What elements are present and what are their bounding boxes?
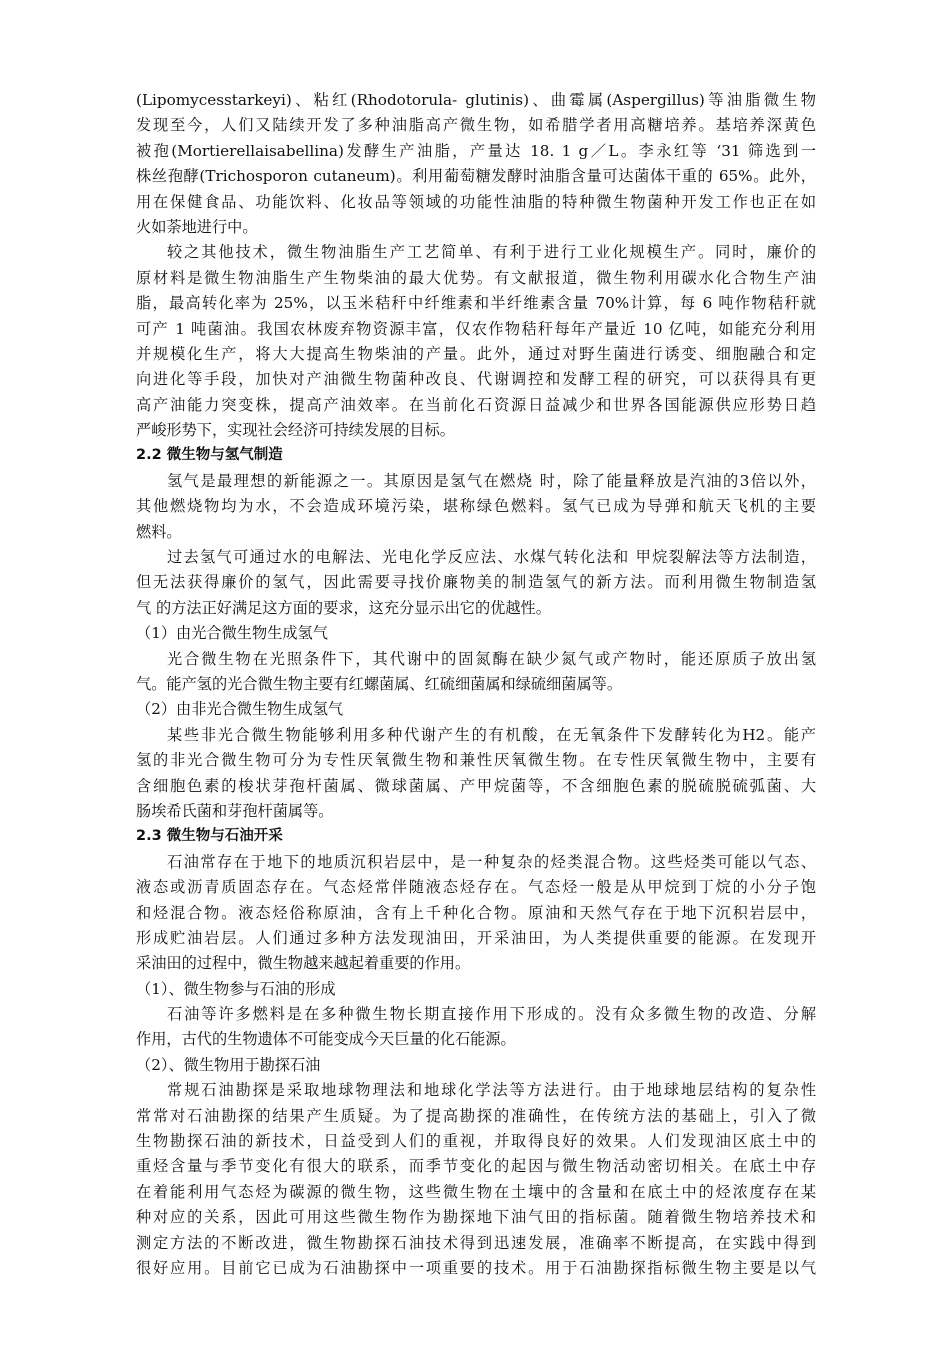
text-line: 氢气是最理想的新能源之一。其原因是氢气在燃烧 时，除了能量释放是汽油的3倍以外， <box>167 471 816 490</box>
text-line: 某些非光合微生物能够利用多种代谢产生的有机酸，在无氧条件下发酵转化为H2。能产 <box>167 725 816 744</box>
subsection-heading: （2）、微生物用于勘探石油 <box>136 1055 321 1074</box>
paragraph <box>136 647 816 698</box>
text-line: 生物勘探石油的新技术，日益受到人们的重视，并取得良好的效果。人们发现油区底土中的 <box>136 1132 816 1151</box>
text-line: 种对应的关系，因此可用这些微生物作为勘探地下油气田的指标菌。随着微生物培养技术和 <box>136 1208 816 1227</box>
paragraph <box>136 1002 816 1053</box>
text-line: 高产油能力突变株，提高产油效率。在当前化石资源日益减少和世界各国能源供应形势日趋 <box>136 395 816 414</box>
text-line: (Lipomycesstarkeyi)、粘红(Rhodotorula- glutinis)、曲霉属(Aspergillus)等油脂微生物 <box>136 91 816 109</box>
text-line: 较之其他技术，微生物油脂生产工艺简单、有利于进行工业化规模生产。同时，廉价的 <box>167 243 816 262</box>
text-line: 气 的方法正好满足这方面的要求，这充分显示出它的优越性。 <box>136 598 551 617</box>
section-heading: 2.2 微生物与氢气制造 <box>136 447 283 464</box>
paragraph <box>136 1078 816 1281</box>
text-line: 形成贮油岩层。人们通过多种方法发现油田，开采油田，为人类提供重要的能源。在发现开 <box>136 928 816 947</box>
text-line: 火如荼地进行中。 <box>136 217 258 236</box>
paragraph <box>136 240 816 443</box>
text-line: 发现至今，人们又陆续开发了多种油脂高产微生物，如希腊学者用高糖培养。基培养深黄色 <box>136 116 816 135</box>
paragraph <box>136 88 816 240</box>
text-line: 并规模化生产，将大大提高生物柴油的产量。此外，通过对野生菌进行诱变、细胞融合和定 <box>136 344 816 363</box>
subsection-heading: （1）、微生物参与石油的形成 <box>136 979 336 998</box>
text-line: 但无法获得廉价的氢气，因此需要寻找价廉物美的制造氢气的新方法。而利用微生物制造氢 <box>136 573 816 592</box>
text-line: 脂，最高转化率为 25%，以玉米秸秆中纤维素和半纤维素含量 70%计算，每 6 吨作物秸秆就 <box>136 294 816 313</box>
text-line: 过去氢气可通过水的电解法、光电化学反应法、水煤气转化法和 甲烷裂解法等方法制造， <box>167 548 816 567</box>
text-line: 用在保健食品、功能饮料、化妆品等领域的功能性油脂的特种微生物菌种开发工作也正在如 <box>136 192 816 211</box>
text-line: 作用，古代的生物遗体不可能变成今天巨量的化石能源。 <box>136 1030 516 1049</box>
text-line: 石油常存在于地下的地质沉积岩层中，是一种复杂的烃类混合物。这些烃类可能以气态、 <box>167 852 816 871</box>
subsection-heading: （1）由光合微生物生成氢气 <box>136 624 328 643</box>
text-line: 其他燃烧物均为水，不会造成环境污染，堪称绿色燃料。氢气已成为导弹和航天飞机的主要 <box>136 497 816 516</box>
text-line: 株丝孢酵(Trichosporon cutaneum)。利用葡萄糖发酵时油脂含量可达菌体干重的 65%。此外， <box>136 167 816 186</box>
paragraph <box>136 850 816 977</box>
text-line: 肠埃希氏菌和芽孢杆菌属等。 <box>136 801 334 820</box>
document-page <box>136 88 816 1281</box>
text-line: 含细胞色素的梭状芽孢杆菌属、微球菌属、产甲烷菌等，不含细胞色素的脱硫脱硫弧菌、大 <box>136 776 816 795</box>
text-line: 测定方法的不断改进，微生物勘探石油技术得到迅速发展，准确率不断提高，在实践中得到 <box>136 1233 816 1252</box>
text-line: 在着能利用气态烃为碳源的微生物，这些微生物在土壤中的含量和在底土中的烃浓度存在某 <box>136 1182 816 1201</box>
text-line: 常常对石油勘探的结果产生质疑。为了提高勘探的准确性，在传统方法的基础上，引入了微 <box>136 1106 816 1125</box>
text-line: 被孢(Mortierellaisabellina)发酵生产油脂，产量达 18. 1 g／L。李永红等 ‘31 筛选到一 <box>136 141 816 160</box>
text-line: 重烃含量与季节变化有很大的联系，而季节变化的起因与微生物活动密切相关。在底土中存 <box>136 1157 816 1176</box>
text-line: 严峻形势下，实现社会经济可持续发展的目标。 <box>136 421 455 440</box>
paragraph <box>136 723 816 825</box>
text-line: 很好应用。目前它已成为石油勘探中一项重要的技术。用于石油勘探指标微生物主要是以气 <box>136 1258 816 1277</box>
section-heading: 2.3 微生物与石油开采 <box>136 828 283 845</box>
text-line: 向进化等手段，加快对产油微生物菌种改良、代谢调控和发酵工程的研究，可以获得具有更 <box>136 370 816 389</box>
text-line: 液态或沥青质固态存在。气态烃常伴随液态烃存在。气态烃一般是从甲烷到丁烷的小分子饱 <box>136 878 816 897</box>
subsection-heading: （2）由非光合微生物生成氢气 <box>136 700 344 719</box>
text-line: 燃料。 <box>136 522 182 541</box>
text-line: 原材料是微生物油脂生产生物柴油的最大优势。有文献报道，微生物利用碳水化合物生产油 <box>136 268 816 287</box>
paragraph <box>136 469 816 545</box>
text-line: 采油田的过程中，微生物越来越起着重要的作用。 <box>136 954 471 973</box>
text-line: 常规石油勘探是采取地球物理法和地球化学法等方法进行。由于地球地层结构的复杂性 <box>167 1081 816 1100</box>
text-line: 气。能产氢的光合微生物主要有红螺菌属、红硫细菌属和绿硫细菌属等。 <box>136 674 622 693</box>
text-line: 氢的非光合微生物可分为专性厌氧微生物和兼性厌氧微生物。在专性厌氧微生物中，主要有 <box>136 751 816 770</box>
text-line: 和烃混合物。液态烃俗称原油，含有上千种化合物。原油和天然气存在于地下沉积岩层中， <box>136 903 816 922</box>
text-line: 可产 1 吨菌油。我国农林废弃物资源丰富，仅农作物秸秆每年产量近 10 亿吨，如能充分利用 <box>136 319 816 338</box>
paragraph <box>136 545 816 621</box>
text-line: 光合微生物在光照条件下，其代谢中的固氮酶在缺少氮气或产物时，能还原质子放出氢 <box>167 649 816 668</box>
text-line: 石油等许多燃料是在多种微生物长期直接作用下形成的。没有众多微生物的改造、分解 <box>167 1005 816 1024</box>
